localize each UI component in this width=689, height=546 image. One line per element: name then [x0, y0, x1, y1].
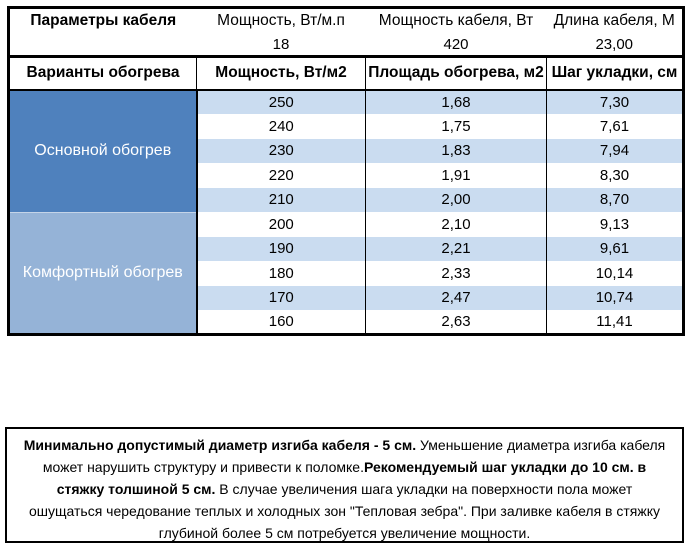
power-cell: 210 — [197, 188, 366, 213]
area-cell: 1,83 — [366, 139, 547, 164]
spacing-cell: 10,14 — [547, 261, 684, 286]
area-cell: 2,63 — [366, 310, 547, 335]
section-label-main-heating: Основной обогрев — [9, 90, 197, 213]
heating-header-row — [9, 57, 684, 90]
cable-params-title: Параметры кабеля — [30, 12, 177, 30]
empty-cell — [9, 34, 197, 57]
area-cell: 1,91 — [366, 163, 547, 188]
power-cell: 170 — [197, 286, 366, 311]
power-cell: 160 — [197, 310, 366, 335]
spacing-cell: 8,30 — [547, 163, 684, 188]
area-cell: 2,10 — [366, 212, 547, 237]
spacing-cell: 7,61 — [547, 114, 684, 139]
power-cell: 180 — [197, 261, 366, 286]
table-row — [9, 90, 684, 115]
param-value-power-per-meter: 18 — [272, 35, 290, 53]
power-cell: 230 — [197, 139, 366, 164]
header-power: Мощность, Вт/м2 — [197, 57, 366, 90]
spacing-cell: 10,74 — [547, 286, 684, 311]
spacing-cell: 11,41 — [547, 310, 684, 335]
power-cell: 250 — [197, 90, 366, 115]
table-row — [9, 212, 684, 237]
spacing-cell: 8,70 — [547, 188, 684, 213]
spacing-cell: 7,94 — [547, 139, 684, 164]
header-area: Площадь обогрева, м2 — [366, 57, 547, 90]
area-cell: 2,21 — [366, 237, 547, 262]
param-label-cable-power: Мощность кабеля, Вт — [378, 12, 534, 30]
area-cell: 2,47 — [366, 286, 547, 311]
area-cell: 2,33 — [366, 261, 547, 286]
power-cell: 220 — [197, 163, 366, 188]
area-cell: 2,00 — [366, 188, 547, 213]
note-segment: Уменьшение диаметра изгиба кабеля может нарушить структуру и привести к поломке. — [42, 437, 666, 475]
power-cell: 190 — [197, 237, 366, 262]
param-label-cable-length: Длина кабеля, М — [553, 12, 675, 30]
cable-parameters-table — [7, 6, 685, 336]
note-segment-bold: Рекомендуемый шаг укладки до 10 см. в стяжку толшиной 5 см. — [56, 459, 647, 497]
cable-params-label-row — [9, 8, 684, 34]
power-cell: 200 — [197, 212, 366, 237]
note-segment-bold: Минимально допустимый диаметр изгиба кабеля - 5 см. — [23, 437, 417, 453]
param-value-cable-power: 420 — [443, 35, 469, 53]
header-spacing: Шаг укладки, см — [547, 57, 684, 90]
power-cell: 240 — [197, 114, 366, 139]
note-segment: В случае увеличения шага укладки на поверхности пола может ошущаться чередование теплых и холодных зон "Тепловая зебра". При заливке кабеля в стяжку глубиной более 5 см потребуется увеличение мощности. — [28, 481, 661, 541]
spacing-cell: 9,61 — [547, 237, 684, 262]
section-label-comfort-heating: Комфортный обогрев — [9, 212, 197, 335]
area-cell: 1,68 — [366, 90, 547, 115]
spacing-cell: 7,30 — [547, 90, 684, 115]
cable-params-value-row — [9, 34, 684, 57]
header-variants: Варианты обогрева — [9, 57, 197, 90]
spacing-cell: 9,13 — [547, 212, 684, 237]
note-box — [5, 427, 684, 543]
param-value-cable-length: 23,00 — [595, 35, 634, 53]
param-label-power-per-meter: Мощность, Вт/м.п — [217, 12, 345, 30]
area-cell: 1,75 — [366, 114, 547, 139]
